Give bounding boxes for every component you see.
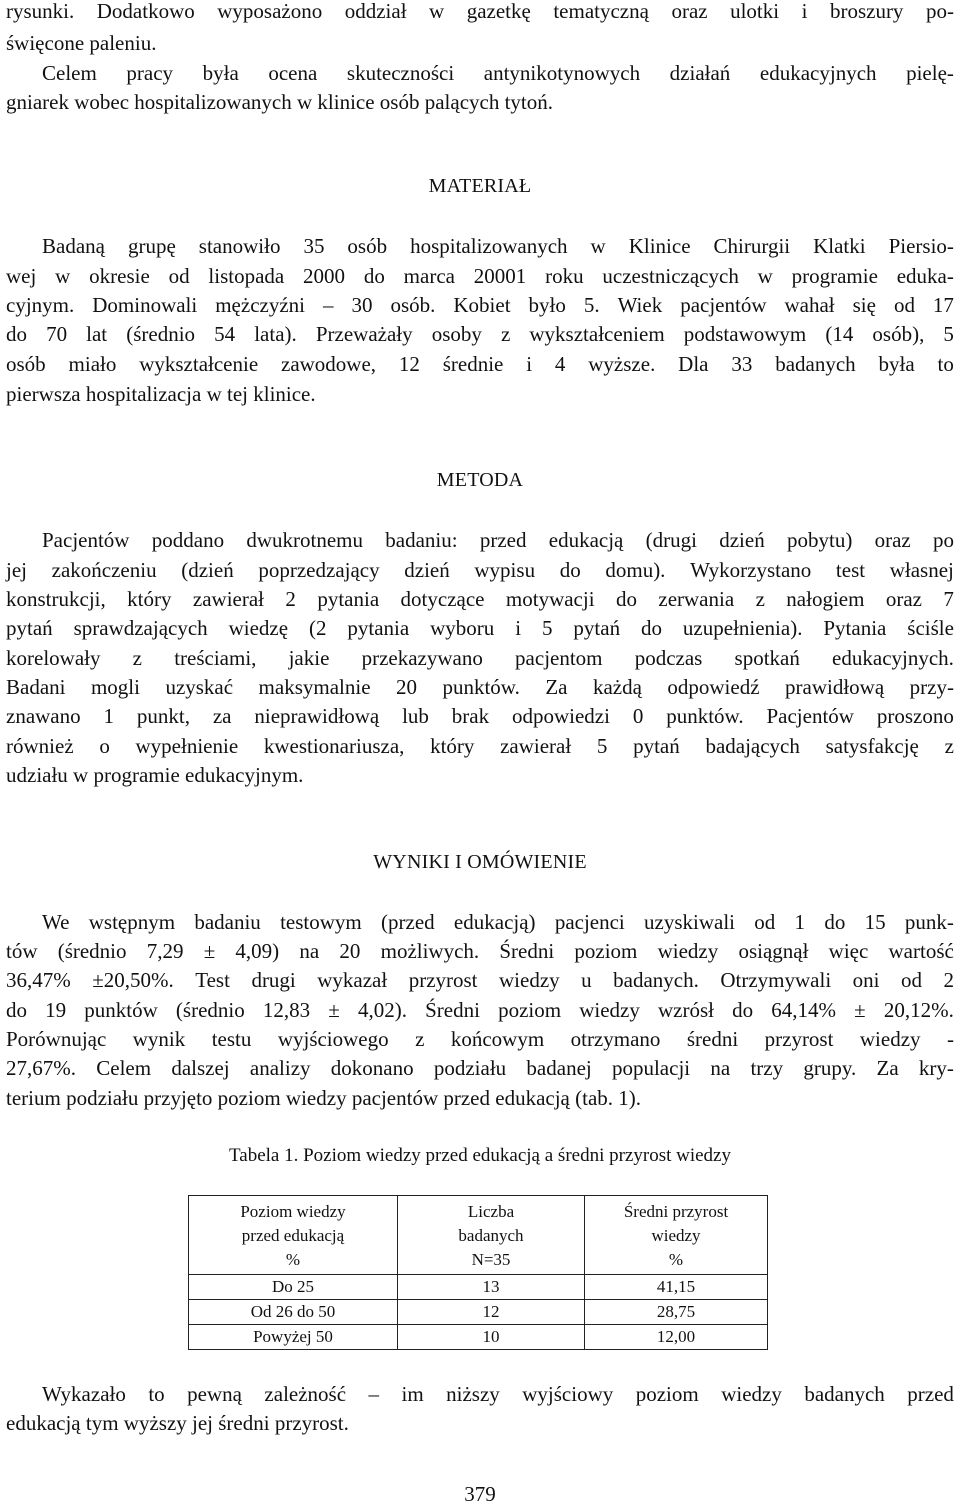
material-line-6: pierwsza hospitalizacja w tej klinice. <box>6 382 316 406</box>
header-text: Poziom wiedzy <box>240 1202 346 1221</box>
header-text: % <box>285 1250 301 1269</box>
method-line-3: konstrukcji, który zawierał 2 pytania dotyczące motywacji do zerwania z nałogiem oraz 7 <box>6 587 954 611</box>
conclusion-line-1: Wykazało to pewną zależność – im niższy wyjściowy poziom wiedzy badanych przed <box>42 1382 954 1406</box>
method-line-5: korelowały z treściami, jakie przekazywano pacjentom podczas spotkań edukacyjnych. <box>6 646 954 670</box>
intro-line-1: rysunki. Dodatkowo wyposażono oddział w gazetkę tematyczną oraz ulotki i broszury po- <box>6 0 954 23</box>
table-cell: 13 <box>398 1275 585 1300</box>
results-line-5: Porównując wynik testu wyjściowego z końcowym otrzymano średni przyrost wiedzy - <box>6 1027 954 1051</box>
page-number: 379 <box>464 1482 496 1506</box>
table-row <box>189 1275 768 1300</box>
header-text: Średni przyrost <box>623 1202 729 1221</box>
header-text: badanych <box>458 1226 524 1245</box>
method-line-4: pytań sprawdzających wiedzę (2 pytania wyboru i 5 pytań do uzupełnienia). Pytania ściśle <box>6 616 954 640</box>
method-line-2: jej zakończeniu (dzień poprzedzający dzień wypisu do domu). Wykorzystano test własnej <box>6 558 954 582</box>
material-heading: MATERIAŁ <box>428 175 532 197</box>
table-row <box>189 1325 768 1350</box>
header-cell-mean-gain <box>585 1196 768 1275</box>
header-text: % <box>668 1250 684 1269</box>
method-line-8: również o wypełnienie kwestionariusza, który zawierał 5 pytań badających satysfakcję z <box>6 734 954 758</box>
method-line-7: znawano 1 punkt, za nieprawidłową lub brak odpowiedzi 0 punktów. Pacjentów proszono <box>6 704 954 728</box>
material-line-1: Badaną grupę stanowiło 35 osób hospitalizowanych w Klinice Chirurgii Klatki Piersio- <box>42 234 954 258</box>
table-cell: Do 25 <box>189 1275 398 1300</box>
method-heading: METODA <box>436 469 524 491</box>
table-cell: 41,15 <box>585 1275 768 1300</box>
header-text: Liczba <box>467 1202 515 1221</box>
table-cell: 12,00 <box>585 1325 768 1350</box>
knowledge-table <box>188 1195 768 1350</box>
material-line-3: cyjnym. Dominowali mężczyźni – 30 osób. Kobiet było 5. Wiek pacjentów wahał się od 17 <box>6 293 954 317</box>
results-line-1: We wstępnym badaniu testowym (przed edukacją) pacjenci uzyskiwali od 1 do 15 punk- <box>42 910 954 934</box>
table-cell: 28,75 <box>585 1300 768 1325</box>
header-cell-count <box>398 1196 585 1275</box>
method-line-9: udziału w programie edukacyjnym. <box>6 763 304 787</box>
results-line-4: do 19 punktów (średnio 12,83 ± 4,02). Średni poziom wiedzy wzrósł do 64,14% ± 20,12%. <box>6 998 954 1022</box>
header-text: wiedzy <box>651 1226 701 1245</box>
table-cell: 12 <box>398 1300 585 1325</box>
material-line-4: do 70 lat (średnio 54 lata). Przeważały osoby z wykształceniem podstawowym (14 osób), 5 <box>6 322 954 346</box>
table-cell: Od 26 do 50 <box>189 1300 398 1325</box>
results-line-7: terium podziału przyjęto poziom wiedzy pacjentów przed edukacją (tab. 1). <box>6 1086 642 1110</box>
table-row <box>189 1300 768 1325</box>
results-line-2: tów (średnio 7,29 ± 4,09) na 20 możliwych. Średni poziom wiedzy osiągnął więc wartość <box>6 939 954 963</box>
method-line-1: Pacjentów poddano dwukrotnemu badaniu: przed edukacją (drugi dzień pobytu) oraz po <box>42 528 954 552</box>
material-line-2: wej w okresie od listopada 2000 do marca 20001 roku uczestniczących w programie eduka- <box>6 264 954 288</box>
intro-line-2: święcone paleniu. <box>6 31 157 55</box>
header-text: przed edukacją <box>241 1226 345 1245</box>
header-cell-knowledge-level <box>189 1196 398 1275</box>
results-line-6: 27,67%. Celem dalszej analizy dokonano podziału badanej populacji na trzy grupy. Za kry- <box>6 1056 954 1080</box>
intro-line-3: Celem pracy była ocena skuteczności antynikotynowych działań edukacyjnych pielę- <box>42 61 954 85</box>
table-cell: Powyżej 50 <box>189 1325 398 1350</box>
material-line-5: osób miało wykształcenie zawodowe, 12 średnie i 4 wyższe. Dla 33 badanych była to <box>6 352 954 376</box>
method-line-6: Badani mogli uzyskać maksymalnie 20 punktów. Za każdą odpowiedź prawidłową przy- <box>6 675 954 699</box>
intro-line-4: gniarek wobec hospitalizowanych w klinice osób palących tytoń. <box>6 90 554 114</box>
header-text: N=35 <box>471 1250 511 1269</box>
results-line-3: 36,47% ±20,50%. Test drugi wykazał przyrost wiedzy u badanych. Otrzymywali oni od 2 <box>6 968 954 992</box>
table-header-row <box>189 1196 768 1275</box>
results-heading: WYNIKI I OMÓWIENIE <box>373 851 587 873</box>
table-caption: Tabela 1. Poziom wiedzy przed edukacją a średni przyrost wiedzy <box>229 1145 731 1166</box>
table-cell: 10 <box>398 1325 585 1350</box>
conclusion-line-2: edukacją tym wyższy jej średni przyrost. <box>6 1411 349 1435</box>
